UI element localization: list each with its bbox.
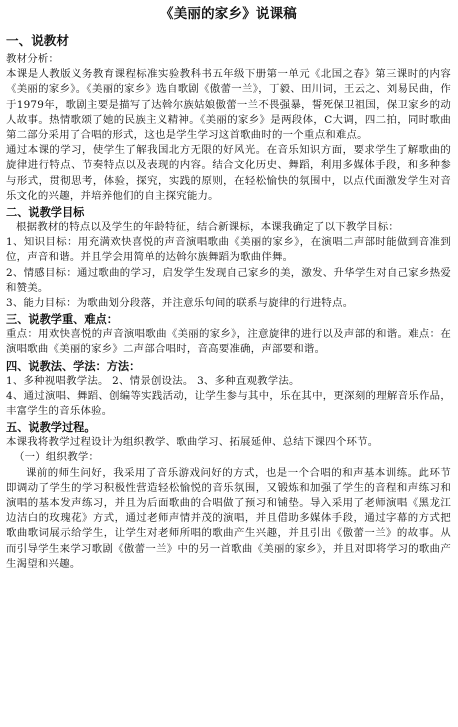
section-4-paragraph-2: 4、通过演唱、舞蹈、创编等实践活动，让学生参与其中，乐在其中，更深刻的理解音乐作品，丰富学生的音乐体验。 xyxy=(6,389,451,418)
section-2-goal-2: 2、情感目标：通过歌曲的学习，启发学生发现自己家乡的美，激发、升华学生对自己家乡热爱和赞美。 xyxy=(6,266,451,294)
section-1-label: 教材分析： xyxy=(6,53,60,65)
section-5-paragraph-2: 课前的师生问好，我采用了音乐游戏问好的方式，也是一个合唱的和声基本训练。此环节即调动了学生的学习积极性营造轻松愉悦的音乐氛围，又锻炼和加强了学生的音程和声练习和演唱的基本发声练习，并且为后面歌曲的合唱做了预习和铺垫。导入采用了老师演唱《黑龙江边洁白的玫瑰花》方式，通过老师声情并茂的演唱，并且借助多媒体手段，通过字幕的方式把歌曲歌词展示给学生，让学生对老师所唱的歌曲产生兴趣，并且引出《傲蕾一兰》的故事。从而引导学生来学习歌剧《傲蕾一兰》中的另一首歌曲《美丽的家乡》，并且对即将学习的歌曲产生渴望和兴趣。 xyxy=(6,466,451,570)
section-1-paragraph-1: 本课是人教版义务教育课程标准实验教科书五年级下册第一单元《北国之春》第三课时的内容《美丽的家乡》。《美丽的家乡》选自歌剧《傲蕾一兰》，丁毅、田川词，王云之、刘易民曲，作于1979年，歌剧主要是描写了达斡尔族姑娘傲蕾一兰不畏强暴，誓死保卫祖国，保卫家乡的动人故事。热情歌颂了她的民族主义精神。《美丽的家乡》是两段体，C大调，四二拍，同时歌曲第二部分采用了合唱的形式，这也是学生学习这首歌曲时的一个重点和难点。 xyxy=(6,68,451,142)
section-2-heading: 二、说教学目标 xyxy=(6,205,85,220)
section-3-paragraph: 重点：用欢快喜悦的声音演唱歌曲《美丽的家乡》，注意旋律的进行以及声部的和谐。难点：在演唱歌曲《美丽的家乡》二声部合唱时，音高要准确，声部要和谐。 xyxy=(6,328,451,356)
section-4-paragraph-1: 1、多种视唱教学法。 2、情景创设法。 3、多种直观教学法。 xyxy=(6,374,300,387)
section-1-paragraph-2: 通过本课的学习，使学生了解我国北方无限的好风光。在音乐知识方面，要求学生了解歌曲的旋律进行特点、节奏特点以及表现的内容。结合文化历史、舞蹈，利用多媒体手段，和多种参与形式，贯彻思考，体验，探究，实践的原则，在轻松愉快的氛围中，以点代面激发学生对音乐文化的兴趣，并培养他们的自主探究能力。 xyxy=(6,144,451,202)
section-2-goal-1: 1、知识目标：用充满欢快喜悦的声音演唱歌曲《美丽的家乡》，在演唱二声部时能做到音准到位，声音和谐。并且学会用简单的达斡尔族舞蹈为歌曲伴舞。 xyxy=(6,236,451,264)
section-3-heading: 三、说教学重、难点： xyxy=(6,312,118,327)
section-5-heading: 五、说教学过程。 xyxy=(6,420,96,435)
section-4-heading: 四、说教法、学法：方法： xyxy=(6,358,141,373)
document-title: 《美丽的家乡》说课稿 xyxy=(160,6,297,22)
section-5-paragraph-1: 本课我将教学过程设计为组织教学、歌曲学习、拓展延伸、总结下课四个环节。 xyxy=(6,436,379,449)
section-2-intro: 根据教材的特点以及学生的年龄特征，结合新课标，本课我确定了以下教学目标： xyxy=(16,221,400,234)
section-1-heading: 一、说教材 xyxy=(6,33,69,48)
section-2-goal-3: 3、能力目标：为歌曲划分段落，并注意乐句间的联系与旋律的行进特点。 xyxy=(6,297,354,310)
section-5-subheading: （一）组织教学： xyxy=(14,451,100,464)
